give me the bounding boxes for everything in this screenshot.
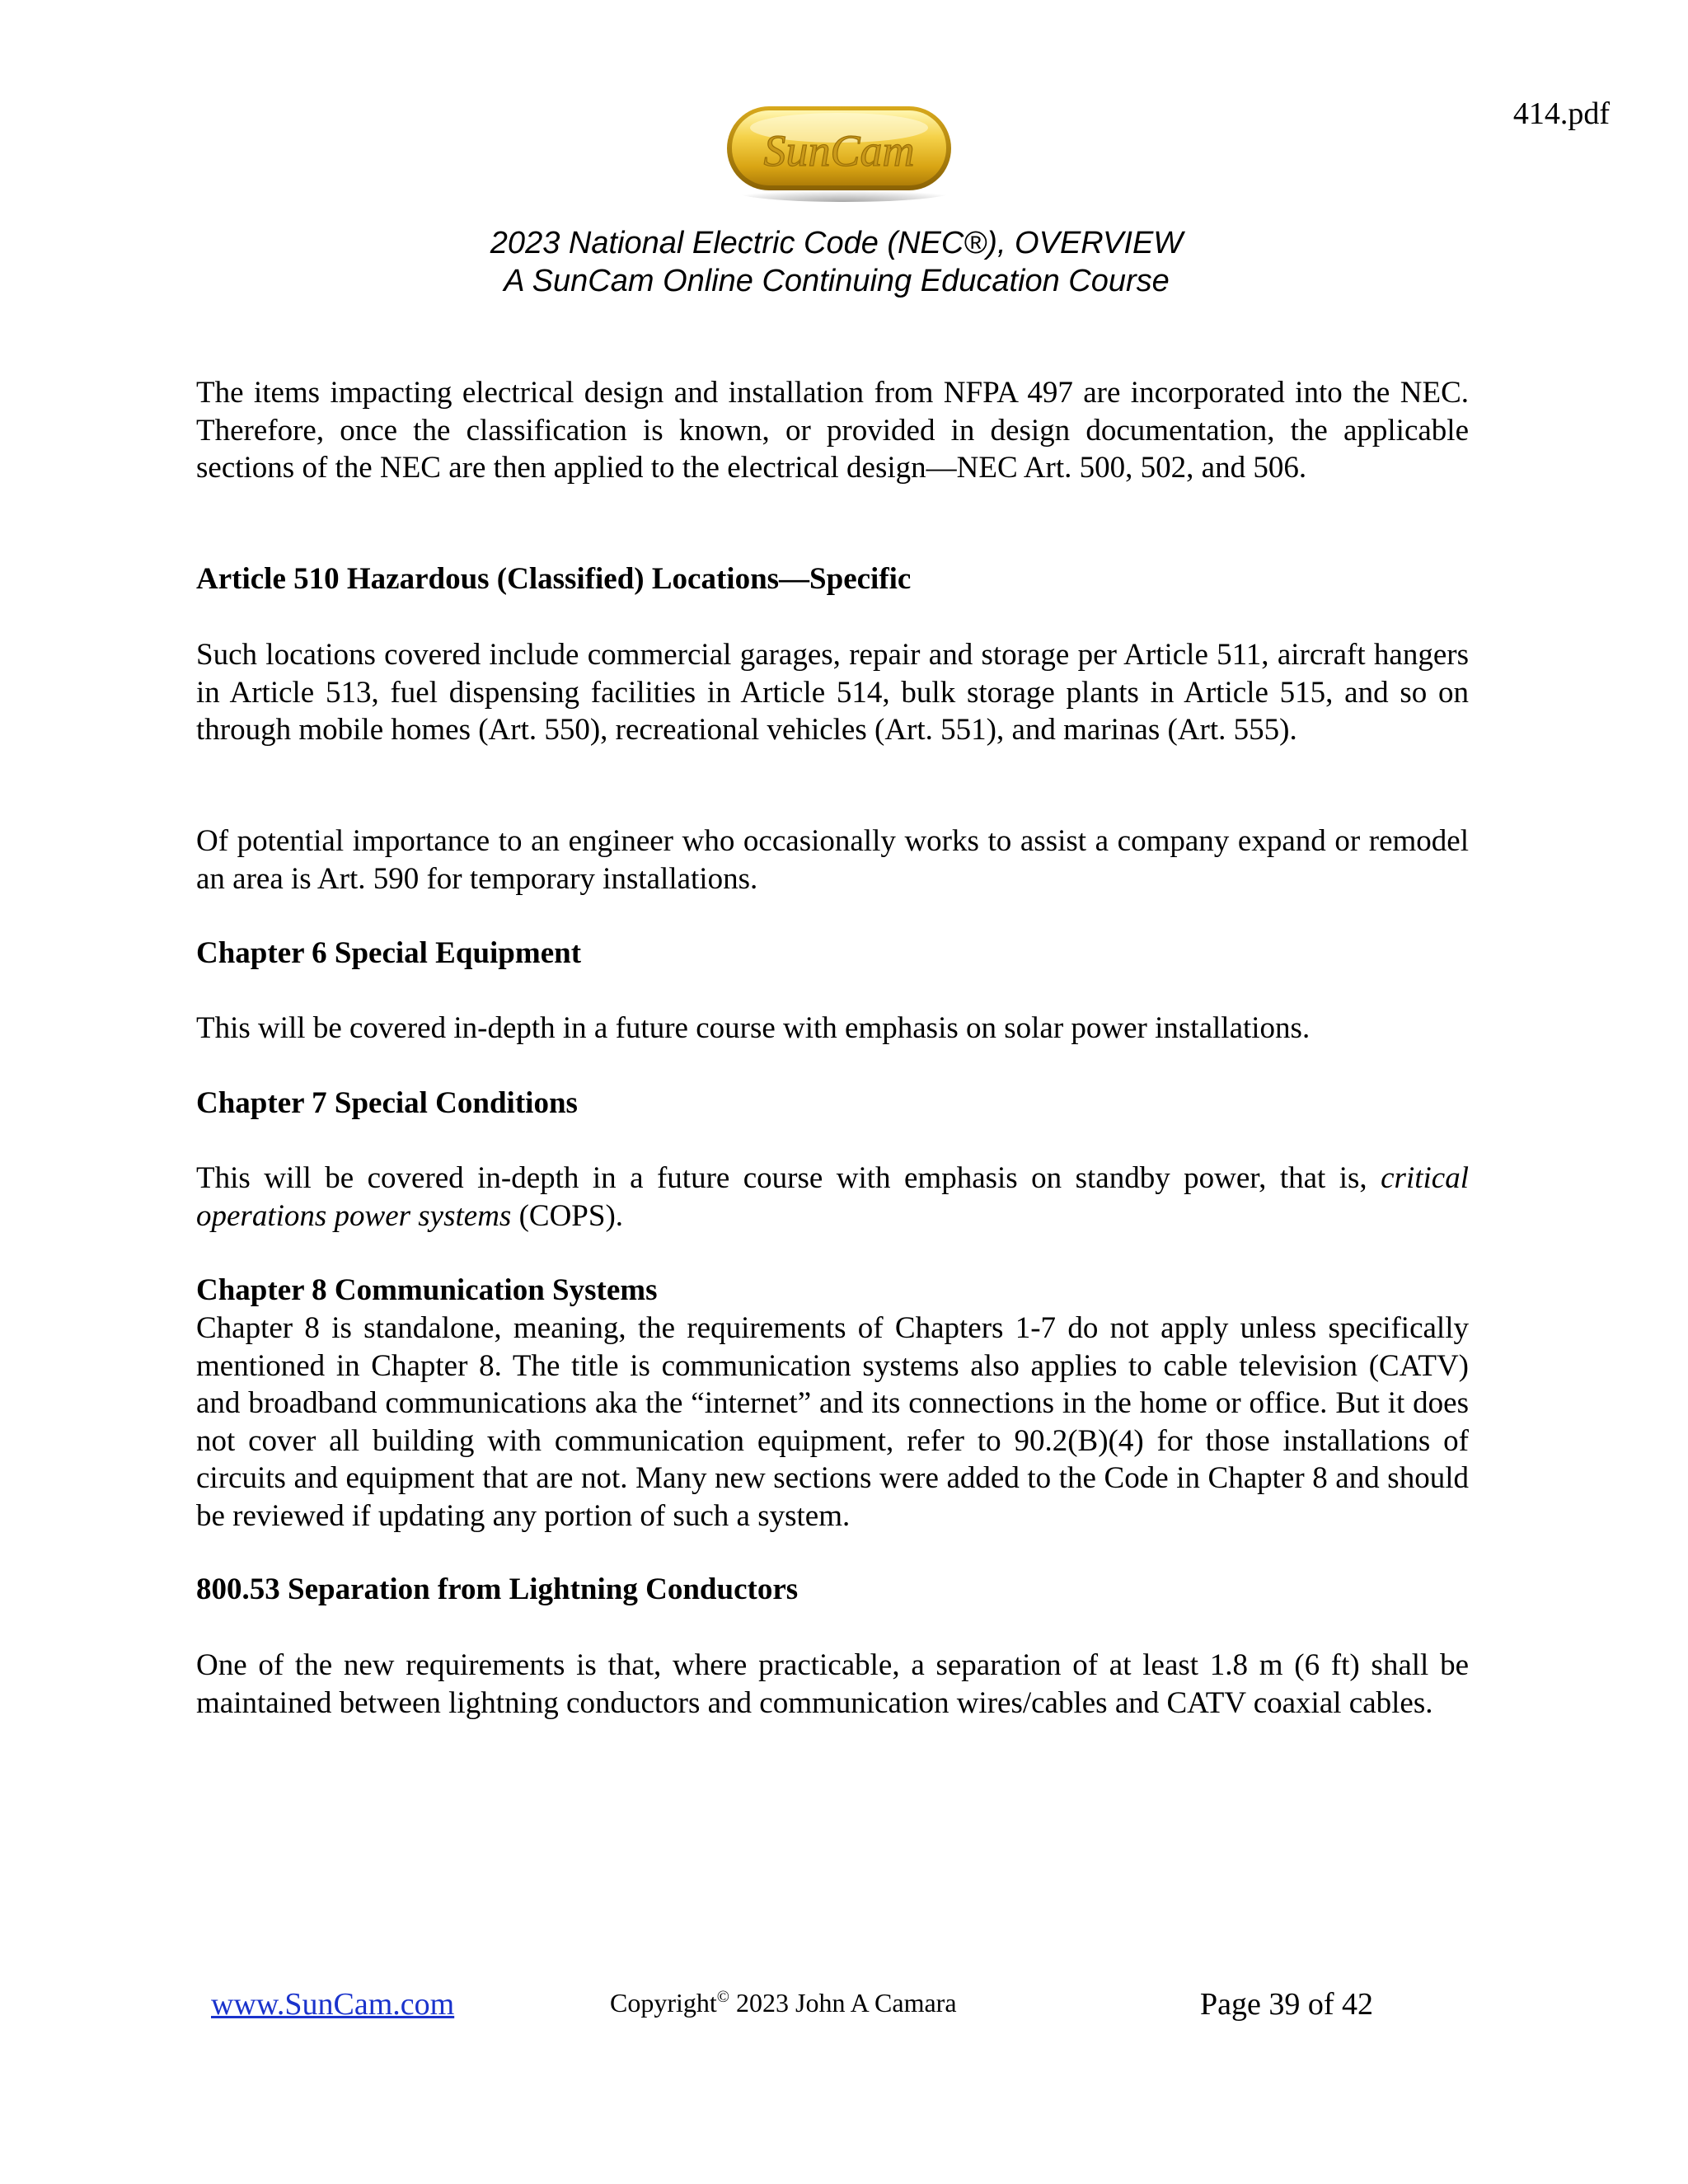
header-subtitle: A SunCam Online Continuing Education Course	[504, 264, 1170, 298]
copyright-holder: 2023 John A Camara	[729, 1988, 957, 2018]
heading-chapter-8: Chapter 8 Communication Systems	[196, 1273, 658, 1307]
heading-800-53: 800.53 Separation from Lightning Conductors	[196, 1572, 799, 1606]
paragraph-chapter-6: This will be covered in-depth in a future course with emphasis on solar power installations.	[196, 1011, 1311, 1045]
copyright-notice	[610, 1988, 957, 2018]
heading-chapter-6: Chapter 6 Special Equipment	[196, 936, 582, 970]
copyright-word: Copyright	[610, 1988, 717, 2018]
page-number: Page 39 of 42	[1200, 1987, 1374, 2022]
file-name: 414.pdf	[1512, 96, 1610, 131]
heading-article-510: Article 510 Hazardous (Classified) Locations—Specific	[196, 562, 912, 596]
suncam-website-link[interactable]: www.SunCam.com	[211, 1987, 455, 2022]
paragraph-hazardous-locations: Such locations covered include commercial garages, repair and storage per Article 511, aircraft hangers in Article 513, fuel dispensing facilities in Article 514, bulk storage plants in Article 515, and so on through mobile homes (Art. 550), recreational vehicles (Art. 551), and marinas (Art. 555).	[196, 638, 1469, 747]
suncam-logo	[720, 101, 959, 204]
paragraph-nfpa497: The items impacting electrical design and installation from NFPA 497 are incorporated into the NEC. Therefore, once the classification is known, or provided in design documentation, the applicable sections of the NEC are then applied to the electrical design—NEC Art. 500, 502, and 506.	[196, 376, 1469, 485]
svg-text:SunCam: SunCam	[763, 126, 915, 176]
paragraph-temporary-installations: Of potential importance to an engineer who occasionally works to assist a company expand or remodel an area is Art. 590 for temporary installations.	[196, 824, 1469, 896]
paragraph-chapter-8: Chapter 8 is standalone, meaning, the requirements of Chapters 1-7 do not apply unless specifically mentioned in Chapter 8. The title is communication systems also applies to cable television (CATV) and broadband communications aka the “internet” and its connections in the home or office. But it does not cover all building with communication equipment, refer to 90.2(B)(4) for those installations of circuits and equipment that are not. Many new sections were added to the Code in Chapter 8 and should be reviewed if updating any portion of such a system.	[196, 1311, 1469, 1533]
paragraph-chapter-7-text-b: (COPS).	[511, 1198, 624, 1233]
paragraph-chapter-7-text-a: This will be covered in-depth in a future course with emphasis on standby power, that is,	[196, 1161, 1381, 1195]
copyright-symbol: ©	[716, 1988, 729, 2006]
header-title: 2023 National Electric Code (NEC®), OVERVIEW	[490, 226, 1184, 260]
heading-chapter-7: Chapter 7 Special Conditions	[196, 1086, 578, 1120]
paragraph-800-53: One of the new requirements is that, where practicable, a separation of at least 1.8 m (6 ft) shall be maintained between lightning conductors and communication wires/cables and CATV coaxial cables.	[196, 1648, 1469, 1720]
paragraph-chapter-7-emphasis: critical operations power systems	[196, 1161, 1469, 1233]
paragraph-chapter-7	[196, 1160, 1469, 1235]
